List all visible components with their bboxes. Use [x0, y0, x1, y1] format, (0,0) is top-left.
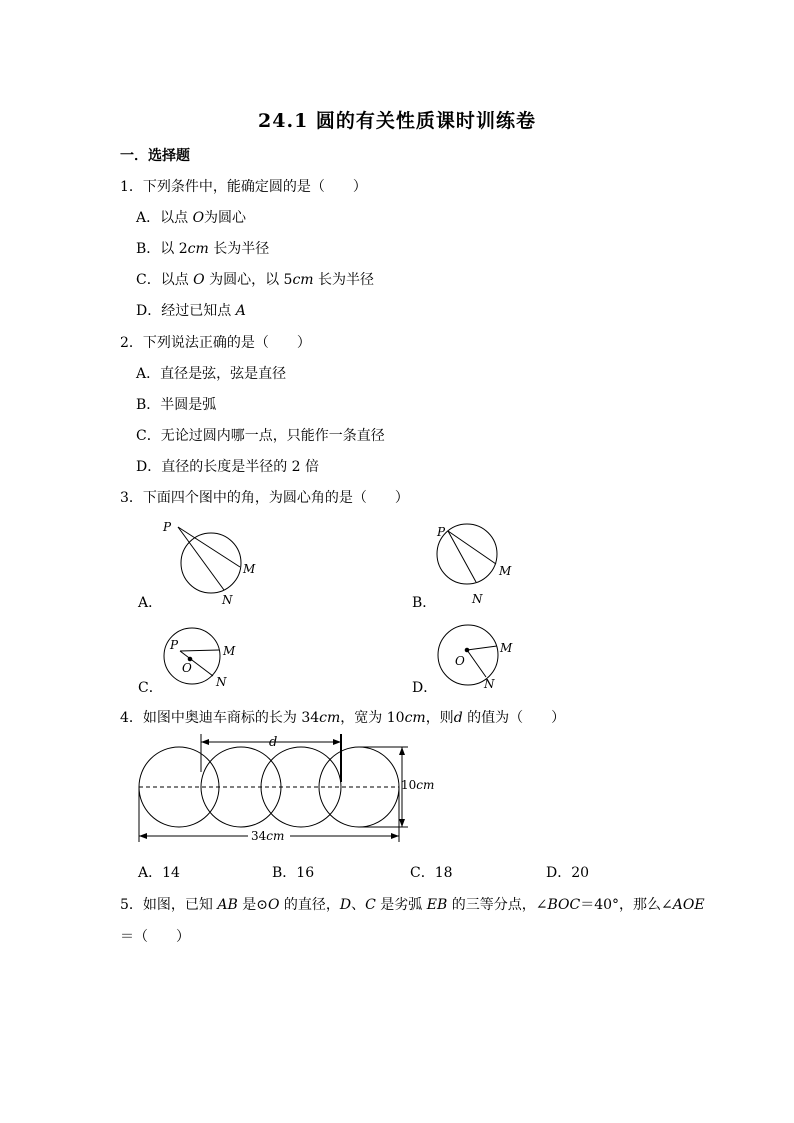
q3-figure-c — [160, 626, 250, 692]
q2-option-c: C．无论过圆内哪一点，只能作一条直径 — [136, 428, 385, 444]
point-n-label: N — [216, 675, 227, 689]
point-m-label: M — [499, 564, 512, 578]
width-label: 10cm — [401, 778, 435, 792]
q5-stem-line1: 5．如图，已知 AB 是⊙O 的直径，D、C 是劣弧 EB 的三等分点，∠BOC＝40°，那么∠AOE — [120, 897, 705, 913]
q4-stem: 4．如图中奥迪车商标的长为 34cm，宽为 10cm，则d 的值为（ ） — [120, 710, 566, 726]
arrow-left — [201, 739, 209, 745]
arrow-left — [139, 833, 147, 839]
point-n-label: N — [472, 592, 483, 606]
q3-label-a: A． — [138, 595, 163, 611]
q3-label-d: D． — [412, 680, 438, 696]
circle — [438, 625, 498, 685]
point-p-label: P — [170, 638, 179, 652]
arrow-right — [333, 739, 341, 745]
q1-option-c: C．以点 O 为圆心，以 5cm 长为半径 — [136, 272, 375, 288]
q2-option-b: B．半圆是弧 — [136, 397, 217, 413]
d-label: d — [269, 735, 278, 750]
page-title: 24.1 圆的有关性质课时训练卷 — [258, 110, 536, 132]
ring-1 — [139, 747, 219, 827]
circle — [164, 628, 220, 684]
point-p-label: P — [437, 525, 446, 539]
q3-label-c: C． — [138, 680, 163, 696]
q1-option-a: A．以点 O为圆心 — [136, 210, 247, 226]
q3-stem: 3．下面四个图中的角，为圆心角的是（ ） — [120, 490, 409, 506]
q2-option-a: A．直径是弦，弦是直径 — [136, 366, 287, 382]
segment-pn — [448, 531, 476, 582]
segment-om — [467, 646, 497, 650]
q3-figure-b — [430, 518, 530, 608]
point-o-label: O — [182, 661, 192, 675]
arrow-down — [399, 819, 405, 827]
section-heading: 一．选择题 — [120, 148, 190, 164]
circle — [181, 533, 241, 593]
arrow-right — [391, 833, 399, 839]
segment-on — [467, 650, 486, 677]
q1-option-b: B．以 2cm 长为半径 — [136, 241, 270, 257]
point-o-label: O — [455, 654, 465, 668]
q3-label-b: B． — [412, 595, 437, 611]
q1-option-d: D．经过已知点 A — [136, 303, 246, 319]
q2-stem: 2．下列说法正确的是（ ） — [120, 335, 311, 351]
q3-figure-a — [160, 515, 270, 610]
q4-option-b: B．16 — [272, 865, 315, 881]
point-n-label: N — [484, 677, 495, 691]
length-label: 34cm — [251, 829, 285, 843]
arrow-up — [399, 747, 405, 755]
segment-pm — [448, 531, 496, 564]
segment-pn — [178, 527, 224, 590]
point-m-label: M — [223, 644, 236, 658]
circle — [437, 524, 497, 584]
q4-option-a: A．14 — [138, 865, 180, 881]
point-n-label: N — [222, 593, 233, 607]
q4-option-c: C．18 — [410, 865, 453, 881]
q5-stem-line2: ＝（ ） — [120, 929, 190, 945]
point-m-label: M — [500, 641, 513, 655]
segment-pm — [180, 650, 219, 651]
point-m-label: M — [243, 562, 256, 576]
q4-option-d: D．20 — [546, 865, 590, 881]
q2-option-d: D．直径的长度是半径的 2 倍 — [136, 459, 320, 475]
q1-stem: 1．下列条件中，能确定圆的是（ ） — [120, 179, 367, 195]
q4-audi-logo-figure — [130, 732, 440, 852]
point-p-label: P — [163, 520, 172, 534]
q3-figure-d — [430, 622, 530, 692]
